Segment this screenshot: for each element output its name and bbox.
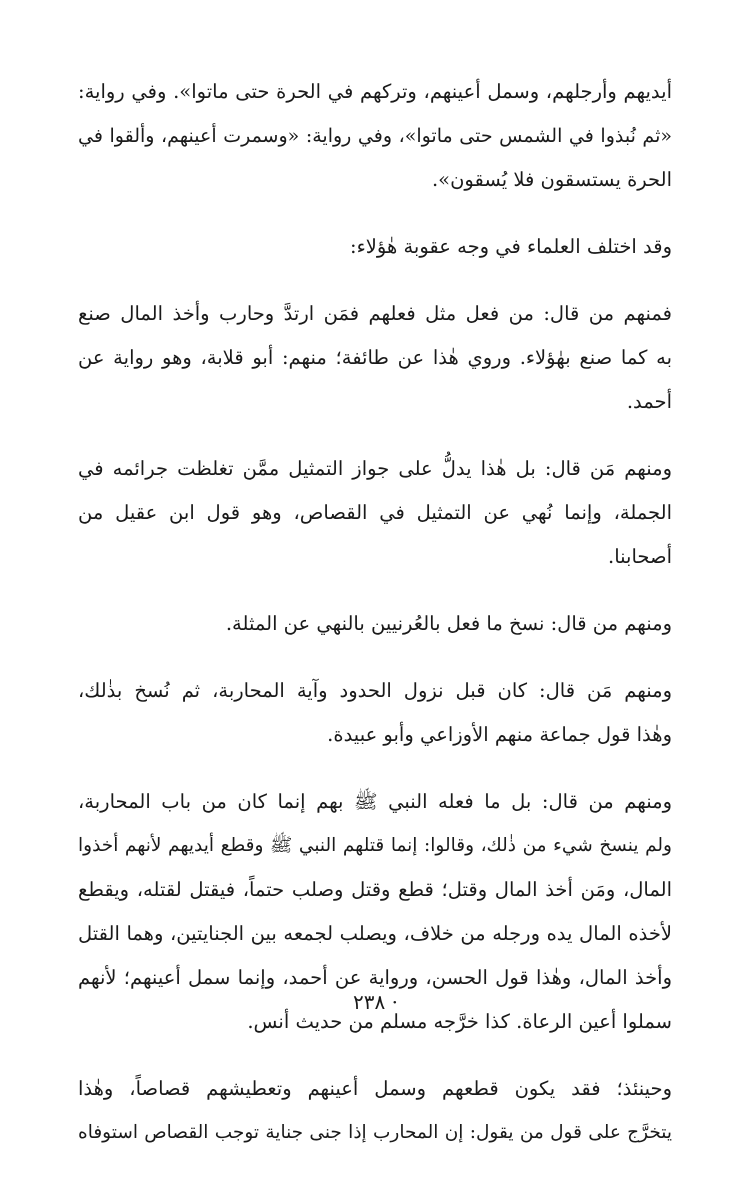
text-line: أصحابنا. xyxy=(608,545,672,568)
text-line: ومنهم مَن قال: بل هٰذا يدلُّ على جواز التمثيل ممَّن تغلظت جرائمه في xyxy=(78,457,672,480)
text-line: يتخرَّج على قول من يقول: إن المحارب إذا جنى جناية توجب القصاص استوفاه xyxy=(78,1122,672,1143)
text-line: به كما صنع بهٰؤلاء. وروي هٰذا عن طائفة؛ منهم: أبو قلابة، وهو رواية عن xyxy=(78,346,672,369)
paragraph-3 xyxy=(78,292,672,424)
paragraph-8 xyxy=(78,1067,672,1155)
text-line: فمنهم من قال: من فعل مثل فعلهم فمَن ارتدَّ وحارب وأخذ المال صنع xyxy=(78,302,672,325)
text-line: أيديهم وأرجلهم، وسمل أعينهم، وتركهم في الحرة حتى ماتوا». وفي رواية: xyxy=(78,80,672,103)
text-line: سملوا أعين الرعاة. كذا خرَّجه مسلم من حديث أنس. xyxy=(247,1010,672,1033)
text-line: وقد اختلف العلماء في وجه عقوبة هٰؤلاء: xyxy=(350,235,672,258)
text-line: أحمد. xyxy=(626,390,672,413)
text-line: الحرة يستسقون فلا يُسقون». xyxy=(431,168,672,191)
text-line: الجملة، وإنما نُهي عن التمثيل في القصاص، وهو قول ابن عقيل من xyxy=(78,501,672,524)
text-line: ولم ينسخ شيء من ذٰلك، وقالوا: إنما قتلهم النبي ﷺ وقطع أيديهم لأنهم أخذوا xyxy=(78,835,672,856)
text-line: وأخذ المال، وهٰذا قول الحسن، ورواية عن أحمد، وإنما سمل أعينهم؛ لأنهم xyxy=(78,966,672,989)
text-line: المال، ومَن أخذ المال وقتل؛ قطع وقتل وصلب حتماً، فيقتل لقتله، ويقطع xyxy=(78,878,672,901)
text-line: وحينئذ؛ فقد يكون قطعهم وسمل أعينهم وتعطيشهم قصاصاً، وهٰذا xyxy=(78,1077,672,1100)
text-line: «ثم نُبذوا في الشمس حتى ماتوا»، وفي رواية: «وسمرت أعينهم، وألقوا في xyxy=(78,125,672,147)
paragraph-6 xyxy=(78,669,672,757)
paragraph-4 xyxy=(78,447,672,579)
text-line: وهٰذا قول جماعة منهم الأوزاعي وأبو عبيدة. xyxy=(327,723,672,746)
text-line: ومنهم من قال: نسخ ما فعل بالعُرنيين بالنهي عن المثلة. xyxy=(225,612,672,635)
page-number: · ٢٣٨ xyxy=(353,990,398,1014)
paragraph-2 xyxy=(78,225,672,269)
paragraph-5 xyxy=(78,602,672,646)
text-line: لأخذه المال يده ورجله من خلاف، ويصلب لجمعه بين الجنايتين، وهما القتل xyxy=(78,922,672,945)
text-line: ومنهم من قال: بل ما فعله النبي ﷺ بهم إنما كان من باب المحاربة، xyxy=(78,790,672,813)
text-line: ومنهم مَن قال: كان قبل نزول الحدود وآية المحاربة، ثم نُسخ بذٰلك، xyxy=(78,679,672,702)
paragraph-1 xyxy=(78,70,672,202)
